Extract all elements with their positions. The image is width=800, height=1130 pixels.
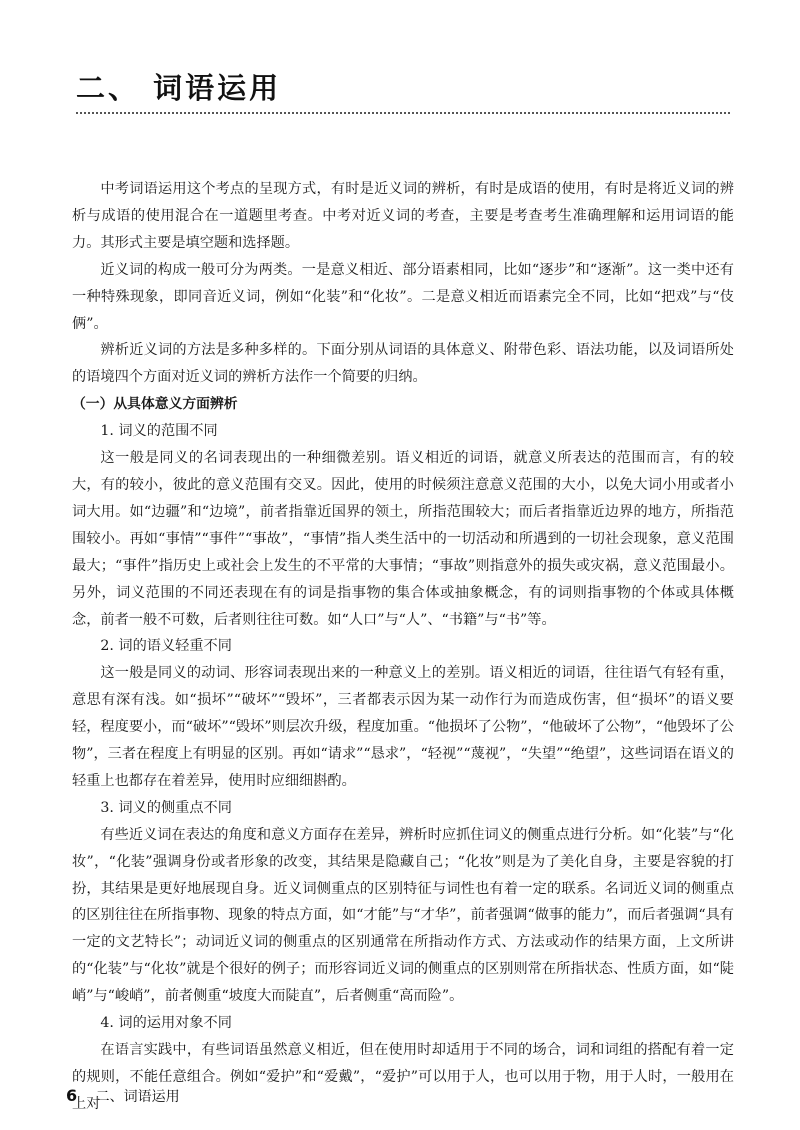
subheading-2: 2. 词的语义轻重不同 [100,638,232,655]
subheading-1: 1. 词义的范围不同 [100,423,218,440]
paragraph-intro-1: 中考词语运用这个考点的呈现方式，有时是近义词的辨析，有时是成语的使用，有时是将近义词的辨析与成语的使用混合在一道题里考查。中考对近义词的考查，主要是考查考生准确理解和运用词语的能力。其形式主要是填空题和选择题。 [72,181,734,251]
paragraph-sub-4: 在语言实践中，有些词语虽然意义相近，但在使用时却适用于不同的场合，词和词组的搭配有着一定的规则，不能任意组合。例如“爱护”和“爱戴”，“爱护”可以用于人，也可以用于物，用于人时，一般用在上对 [72,1042,734,1112]
paragraph-intro-3: 辨析近义词的方法是多种多样的。下面分别从词语的具体意义、附带色彩、语法功能，以及词语所处的语境四个方面对近义词的辨析方法作一个简要的归纳。 [72,342,734,386]
page-footer [66,1086,180,1106]
page-number: 6 [66,1086,78,1105]
subheading-3: 3. 词义的侧重点不同 [100,799,232,816]
subheading-4: 4. 词的运用对象不同 [100,1015,232,1032]
section-heading-1: （一）从具体意义方面辨析 [72,396,238,413]
paragraph-sub-1: 这一般是同义的名词表现出的一种细微差别。语义相近的词语，就意义所表达的范围而言，有的较大，有的较小，彼此的意义范围有交叉。因此，使用的时候须注意意义范围的大小，以免大词小用或者小词大用。如“边疆”和“边境”，前者指靠近国界的领土，所指范围较大；而后者指靠近边界的地方，所指范围较小。再如“事情”“事件”“事故”，“事情”指人类生活中的一切活动和所遇到的一切社会现象，意义范围最大；“事件”指历史上或社会上发生的不平常的大事情；“事故”则指意外的损失或灾祸，意义范围最小。另外，词义范围的不同还表现在有的词是指事物的集合体或抽象概念，有的词则指事物的个体或具体概念，前者一般不可数，后者则往往可数。如“人口”与“人”、“书籍”与“书”等。 [72,450,734,628]
running-title: 二、词语运用 [95,1089,180,1105]
paragraph-intro-2: 近义词的构成一般可分为两类。一是意义相近、部分语素相同，比如“逐步”和“逐渐”。这一类中还有一种特殊现象，即同音近义词，例如“化装”和“化妆”。二是意义相近而语素完全不同，比如“把戏”与“伎俩”。 [72,261,734,332]
paragraph-sub-2: 这一般是同义的动词、形容词表现出来的一种意义上的差别。语义相近的词语，往往语气有轻有重，意思有深有浅。如“损坏”“破坏”“毁坏”，三者都表示因为某一动作行为而造成伤害，但“损坏”的语义要轻，程度要小，而“破坏”“毁坏”则层次升级，程度加重。“他损坏了公物”，“他破坏了公物”，“他毁坏了公物”，三者在程度上有明显的区别。再如“请求”“恳求”，“轻视”“蔑视”，“失望”“绝望”，这些词语在语义的轻重上也都存在着差异，使用时应细细斟酌。 [72,665,734,789]
title-divider [76,112,730,114]
page-title: 二、 词语运用 [76,71,282,105]
paragraph-sub-3: 有些近义词在表达的角度和意义方面存在差异，辨析时应抓住词义的侧重点进行分析。如“化装”与“化妆”，“化装”强调身份或者形象的改变，其结果是隐藏自己；“化妆”则是为了美化自身，主要是容貌的打扮，其结果是更好地展现自身。近义词侧重点的区别特征与词性也有着一定的联系。名词近义词的侧重点的区别往往在所指事物、现象的特点方面，如“才能”与“才华”，前者强调“做事的能力”，而后者强调“具有一定的文艺特长”；动词近义词的侧重点的区别通常在所指动作方式、方法或动作的结果方面，上文所讲的“化装”与“化妆”就是个很好的例子；而形容词近义词的侧重点的区别则常在所指状态、性质方面，如“陡峭”与“峻峭”，前者侧重“坡度大而陡直”，后者侧重“高而险”。 [72,826,734,1005]
article-body [72,176,734,1118]
